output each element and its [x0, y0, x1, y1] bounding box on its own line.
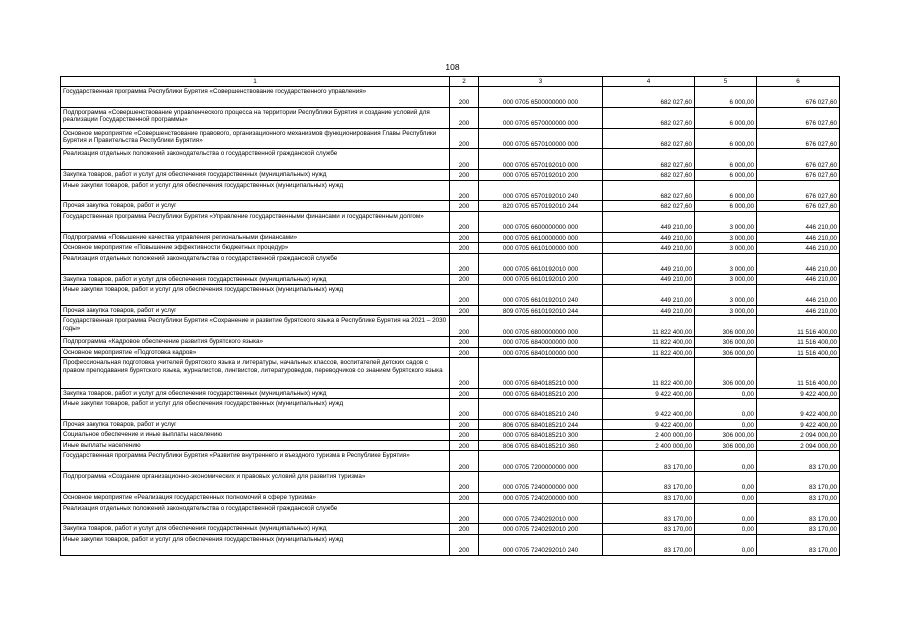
row-amount-cell: 682 027,60 — [603, 201, 695, 212]
row-change-cell: 6 000,00 — [695, 87, 757, 108]
row-admin-cell: 200 — [450, 430, 479, 441]
row-name-cell: Закупка товаров, работ и услуг для обеспечения государственных (муниципальных) нужд — [61, 274, 450, 285]
table-row — [61, 337, 840, 348]
row-name-cell: Основное мероприятие «Совершенствование правового, организационного механизмов функционирования Главы Республики Бурятия и Правительства Республики Бурятия» — [61, 128, 450, 149]
header-cell: 3 — [479, 77, 603, 87]
row-admin-cell: 200 — [450, 358, 479, 389]
row-change-cell: 3 000,00 — [695, 253, 757, 274]
table-header-row — [61, 77, 840, 87]
row-total-cell: 676 027,60 — [757, 170, 840, 181]
table-row — [61, 211, 840, 232]
row-admin-cell: 200 — [450, 493, 479, 504]
row-change-cell: 3 000,00 — [695, 232, 757, 243]
row-change-cell: 306 000,00 — [695, 358, 757, 389]
row-code-cell: 000 0705 7240200000 000 — [479, 493, 603, 504]
row-admin-cell: 200 — [450, 399, 479, 420]
table-row — [61, 493, 840, 504]
row-code-cell: 000 0705 6610192010 240 — [479, 285, 603, 306]
row-total-cell: 11 516 400,00 — [757, 347, 840, 358]
row-total-cell: 446 210,00 — [757, 232, 840, 243]
row-total-cell: 83 170,00 — [757, 493, 840, 504]
row-amount-cell: 11 822 400,00 — [603, 358, 695, 389]
table-row — [61, 534, 840, 555]
row-name-cell: Государственная программа Республики Бурятия «Развитие внутреннего и въездного туризма в Республике Бурятия» — [61, 451, 450, 472]
table-row — [61, 316, 840, 337]
row-admin-cell: 200 — [450, 534, 479, 555]
row-name-cell: Иные закупки товаров, работ и услуг для обеспечения государственных (муниципальных) нужд — [61, 534, 450, 555]
row-amount-cell: 682 027,60 — [603, 180, 695, 201]
row-amount-cell: 682 027,60 — [603, 170, 695, 181]
row-amount-cell: 682 027,60 — [603, 149, 695, 170]
row-name-cell: Иные закупки товаров, работ и услуг для обеспечения государственных (муниципальных) нужд — [61, 180, 450, 201]
row-name-cell: Реализация отдельных положений законодательства о государственной гражданской службе — [61, 253, 450, 274]
row-change-cell: 6 000,00 — [695, 149, 757, 170]
table-row — [61, 274, 840, 285]
row-admin-cell: 200 — [450, 149, 479, 170]
row-total-cell: 9 422 400,00 — [757, 399, 840, 420]
row-admin-cell: 200 — [450, 316, 479, 337]
row-amount-cell: 449 210,00 — [603, 285, 695, 306]
table-row — [61, 440, 840, 451]
row-name-cell: Закупка товаров, работ и услуг для обеспечения государственных (муниципальных) нужд — [61, 524, 450, 535]
row-amount-cell: 11 822 400,00 — [603, 337, 695, 348]
row-amount-cell: 449 210,00 — [603, 232, 695, 243]
row-name-cell: Прочая закупка товаров, работ и услуг — [61, 305, 450, 316]
row-total-cell: 446 210,00 — [757, 243, 840, 254]
row-code-cell: 000 0705 7200000000 000 — [479, 451, 603, 472]
row-amount-cell: 83 170,00 — [603, 503, 695, 524]
row-code-cell: 000 0705 6840185210 240 — [479, 399, 603, 420]
row-change-cell: 6 000,00 — [695, 107, 757, 128]
row-name-cell: Государственная программа Республики Бурятия «Сохранение и развитие бурятского языка в Республике Бурятия на 2021 – 2030 годы» — [61, 316, 450, 337]
table-row — [61, 524, 840, 535]
row-admin-cell: 200 — [450, 347, 479, 358]
row-name-cell: Подпрограмма «Повышение качества управления региональными финансами» — [61, 232, 450, 243]
row-change-cell: 6 000,00 — [695, 128, 757, 149]
row-total-cell: 2 094 000,00 — [757, 440, 840, 451]
row-change-cell: 6 000,00 — [695, 170, 757, 181]
table-row — [61, 503, 840, 524]
row-amount-cell: 9 422 400,00 — [603, 419, 695, 430]
row-admin-cell: 200 — [450, 243, 479, 254]
row-code-cell: 000 0705 6500000000 000 — [479, 87, 603, 108]
row-code-cell: 000 0705 6570192010 200 — [479, 170, 603, 181]
row-admin-cell: 200 — [450, 201, 479, 212]
row-total-cell: 446 210,00 — [757, 253, 840, 274]
row-name-cell: Прочая закупка товаров, работ и услуг — [61, 201, 450, 212]
row-name-cell: Основное мероприятие «Реализация государственных полномочий в сфере туризма» — [61, 493, 450, 504]
row-code-cell: 000 0705 6840185210 200 — [479, 388, 603, 399]
row-change-cell: 0,00 — [695, 472, 757, 493]
table-row — [61, 232, 840, 243]
row-amount-cell: 83 170,00 — [603, 472, 695, 493]
row-code-cell: 806 0705 6840185210 244 — [479, 419, 603, 430]
header-cell: 5 — [695, 77, 757, 87]
row-name-cell: Профессиональная подготовка учителей бурятского языка и литературы, начальных классов, воспитателей детских садов с правом преподавания бурятского языка, журналистов, лингвистов, литературоведов, переводчиков со знанием бурятского языка — [61, 358, 450, 389]
header-cell: 4 — [603, 77, 695, 87]
row-change-cell: 306 000,00 — [695, 347, 757, 358]
row-name-cell: Социальное обеспечение и иные выплаты населению — [61, 430, 450, 441]
row-change-cell: 3 000,00 — [695, 211, 757, 232]
table-row — [61, 149, 840, 170]
row-admin-cell: 200 — [450, 232, 479, 243]
table-row — [61, 399, 840, 420]
row-change-cell: 306 000,00 — [695, 430, 757, 441]
row-total-cell: 446 210,00 — [757, 285, 840, 306]
row-code-cell: 809 0705 6610192010 244 — [479, 305, 603, 316]
row-admin-cell: 200 — [450, 388, 479, 399]
row-code-cell: 000 0705 6840185210 000 — [479, 358, 603, 389]
row-name-cell: Государственная программа Республики Бурятия «Управление государственными финансами и государственным долгом» — [61, 211, 450, 232]
row-change-cell: 306 000,00 — [695, 316, 757, 337]
row-total-cell: 83 170,00 — [757, 503, 840, 524]
row-total-cell: 11 516 400,00 — [757, 316, 840, 337]
row-code-cell: 000 0705 6800000000 000 — [479, 316, 603, 337]
row-change-cell: 0,00 — [695, 419, 757, 430]
row-total-cell: 446 210,00 — [757, 274, 840, 285]
row-amount-cell: 9 422 400,00 — [603, 399, 695, 420]
row-admin-cell: 200 — [450, 503, 479, 524]
row-amount-cell: 11 822 400,00 — [603, 316, 695, 337]
row-change-cell: 3 000,00 — [695, 243, 757, 254]
row-amount-cell: 449 210,00 — [603, 243, 695, 254]
table-row — [61, 87, 840, 108]
row-total-cell: 9 422 400,00 — [757, 419, 840, 430]
row-total-cell: 676 027,60 — [757, 149, 840, 170]
row-change-cell: 3 000,00 — [695, 305, 757, 316]
row-admin-cell: 200 — [450, 170, 479, 181]
row-change-cell: 0,00 — [695, 451, 757, 472]
table-row — [61, 347, 840, 358]
row-admin-cell: 200 — [450, 107, 479, 128]
row-code-cell: 000 0705 6570100000 000 — [479, 128, 603, 149]
row-change-cell: 6 000,00 — [695, 180, 757, 201]
row-amount-cell: 449 210,00 — [603, 211, 695, 232]
row-amount-cell: 83 170,00 — [603, 451, 695, 472]
row-admin-cell: 200 — [450, 128, 479, 149]
row-total-cell: 676 027,60 — [757, 87, 840, 108]
row-total-cell: 83 170,00 — [757, 451, 840, 472]
row-total-cell: 83 170,00 — [757, 472, 840, 493]
table-row — [61, 243, 840, 254]
table-row — [61, 419, 840, 430]
row-change-cell: 3 000,00 — [695, 285, 757, 306]
budget-table — [60, 76, 840, 556]
table-row — [61, 201, 840, 212]
row-code-cell: 000 0705 6840000000 000 — [479, 337, 603, 348]
row-code-cell: 000 0705 7240292010 000 — [479, 503, 603, 524]
row-amount-cell: 682 027,60 — [603, 128, 695, 149]
row-change-cell: 0,00 — [695, 388, 757, 399]
row-name-cell: Реализация отдельных положений законодательства о государственной гражданской службе — [61, 503, 450, 524]
row-change-cell: 0,00 — [695, 524, 757, 535]
row-code-cell: 000 0705 7240292010 240 — [479, 534, 603, 555]
row-amount-cell: 449 210,00 — [603, 253, 695, 274]
table-row — [61, 451, 840, 472]
row-admin-cell: 200 — [450, 524, 479, 535]
row-admin-cell: 200 — [450, 305, 479, 316]
row-amount-cell: 2 400 000,00 — [603, 440, 695, 451]
row-name-cell: Государственная программа Республики Бурятия «Совершенствование государственного управления» — [61, 87, 450, 108]
row-admin-cell: 200 — [450, 274, 479, 285]
row-total-cell: 83 170,00 — [757, 534, 840, 555]
row-code-cell: 820 0705 6570192010 244 — [479, 201, 603, 212]
table-row — [61, 430, 840, 441]
row-amount-cell: 449 210,00 — [603, 274, 695, 285]
row-code-cell: 000 0705 6610192010 200 — [479, 274, 603, 285]
row-admin-cell: 200 — [450, 419, 479, 430]
row-total-cell: 83 170,00 — [757, 524, 840, 535]
row-name-cell: Реализация отдельных положений законодательства о государственной гражданской службе — [61, 149, 450, 170]
row-change-cell: 306 000,00 — [695, 440, 757, 451]
row-amount-cell: 83 170,00 — [603, 534, 695, 555]
row-change-cell: 306 000,00 — [695, 337, 757, 348]
table-row — [61, 170, 840, 181]
table-body — [61, 87, 840, 556]
row-total-cell: 446 210,00 — [757, 305, 840, 316]
row-name-cell: Иные закупки товаров, работ и услуг для обеспечения государственных (муниципальных) нужд — [61, 285, 450, 306]
row-admin-cell: 200 — [450, 451, 479, 472]
row-admin-cell: 200 — [450, 472, 479, 493]
row-admin-cell: 200 — [450, 440, 479, 451]
row-code-cell: 000 0705 6840185210 300 — [479, 430, 603, 441]
row-amount-cell: 682 027,60 — [603, 107, 695, 128]
row-name-cell: Подпрограмма «Создание организационно-экономических и правовых условий для развития туризма» — [61, 472, 450, 493]
row-code-cell: 806 0705 6840185210 360 — [479, 440, 603, 451]
row-code-cell: 000 0705 6840100000 000 — [479, 347, 603, 358]
table-row — [61, 388, 840, 399]
row-admin-cell: 200 — [450, 285, 479, 306]
row-total-cell: 2 094 000,00 — [757, 430, 840, 441]
row-admin-cell: 200 — [450, 87, 479, 108]
row-name-cell: Иные выплаты населению — [61, 440, 450, 451]
row-code-cell: 000 0705 6570192010 240 — [479, 180, 603, 201]
row-amount-cell: 83 170,00 — [603, 493, 695, 504]
row-name-cell: Основное мероприятие «Повышение эффективности бюджетных процедур» — [61, 243, 450, 254]
row-name-cell: Основное мероприятие «Подготовка кадров» — [61, 347, 450, 358]
table-row — [61, 180, 840, 201]
row-amount-cell: 83 170,00 — [603, 524, 695, 535]
row-code-cell: 000 0705 6610100000 000 — [479, 243, 603, 254]
row-code-cell: 000 0705 6600000000 000 — [479, 211, 603, 232]
row-amount-cell: 9 422 400,00 — [603, 388, 695, 399]
row-code-cell: 000 0705 7240292010 200 — [479, 524, 603, 535]
row-code-cell: 000 0705 6570192010 000 — [479, 149, 603, 170]
row-admin-cell: 200 — [450, 211, 479, 232]
row-total-cell: 676 027,60 — [757, 201, 840, 212]
table-row — [61, 128, 840, 149]
row-total-cell: 9 422 400,00 — [757, 388, 840, 399]
row-name-cell: Подпрограмма «Кадровое обеспечение развития бурятского языка» — [61, 337, 450, 348]
row-change-cell: 6 000,00 — [695, 201, 757, 212]
row-amount-cell: 2 400 000,00 — [603, 430, 695, 441]
row-change-cell: 0,00 — [695, 534, 757, 555]
row-admin-cell: 200 — [450, 337, 479, 348]
row-total-cell: 11 516 400,00 — [757, 358, 840, 389]
header-cell: 6 — [757, 77, 840, 87]
row-total-cell: 11 516 400,00 — [757, 337, 840, 348]
row-name-cell: Подпрограмма «Совершенствование управленческого процесса на территории Республики Бурятия и создание условий для реализации Государственной программы» — [61, 107, 450, 128]
row-admin-cell: 200 — [450, 180, 479, 201]
row-change-cell: 0,00 — [695, 399, 757, 420]
header-cell: 2 — [450, 77, 479, 87]
row-total-cell: 676 027,60 — [757, 180, 840, 201]
row-amount-cell: 11 822 400,00 — [603, 347, 695, 358]
row-total-cell: 676 027,60 — [757, 128, 840, 149]
row-change-cell: 3 000,00 — [695, 274, 757, 285]
row-code-cell: 000 0705 6570000000 000 — [479, 107, 603, 128]
row-name-cell: Закупка товаров, работ и услуг для обеспечения государственных (муниципальных) нужд — [61, 170, 450, 181]
row-change-cell: 0,00 — [695, 493, 757, 504]
row-change-cell: 0,00 — [695, 503, 757, 524]
table-row — [61, 253, 840, 274]
table-row — [61, 107, 840, 128]
row-total-cell: 446 210,00 — [757, 211, 840, 232]
row-code-cell: 000 0705 6610192010 000 — [479, 253, 603, 274]
table-row — [61, 305, 840, 316]
table-row — [61, 472, 840, 493]
row-name-cell: Прочая закупка товаров, работ и услуг — [61, 419, 450, 430]
row-amount-cell: 449 210,00 — [603, 305, 695, 316]
row-admin-cell: 200 — [450, 253, 479, 274]
row-code-cell: 000 0705 6610000000 000 — [479, 232, 603, 243]
table-row — [61, 285, 840, 306]
row-amount-cell: 682 027,60 — [603, 87, 695, 108]
row-total-cell: 676 027,60 — [757, 107, 840, 128]
row-name-cell: Закупка товаров, работ и услуг для обеспечения государственных (муниципальных) нужд — [61, 388, 450, 399]
page-number: 108 — [445, 62, 460, 72]
row-name-cell: Иные закупки товаров, работ и услуг для обеспечения государственных (муниципальных) нужд — [61, 399, 450, 420]
table-row — [61, 358, 840, 389]
row-code-cell: 000 0705 7240000000 000 — [479, 472, 603, 493]
header-cell: 1 — [61, 77, 450, 87]
